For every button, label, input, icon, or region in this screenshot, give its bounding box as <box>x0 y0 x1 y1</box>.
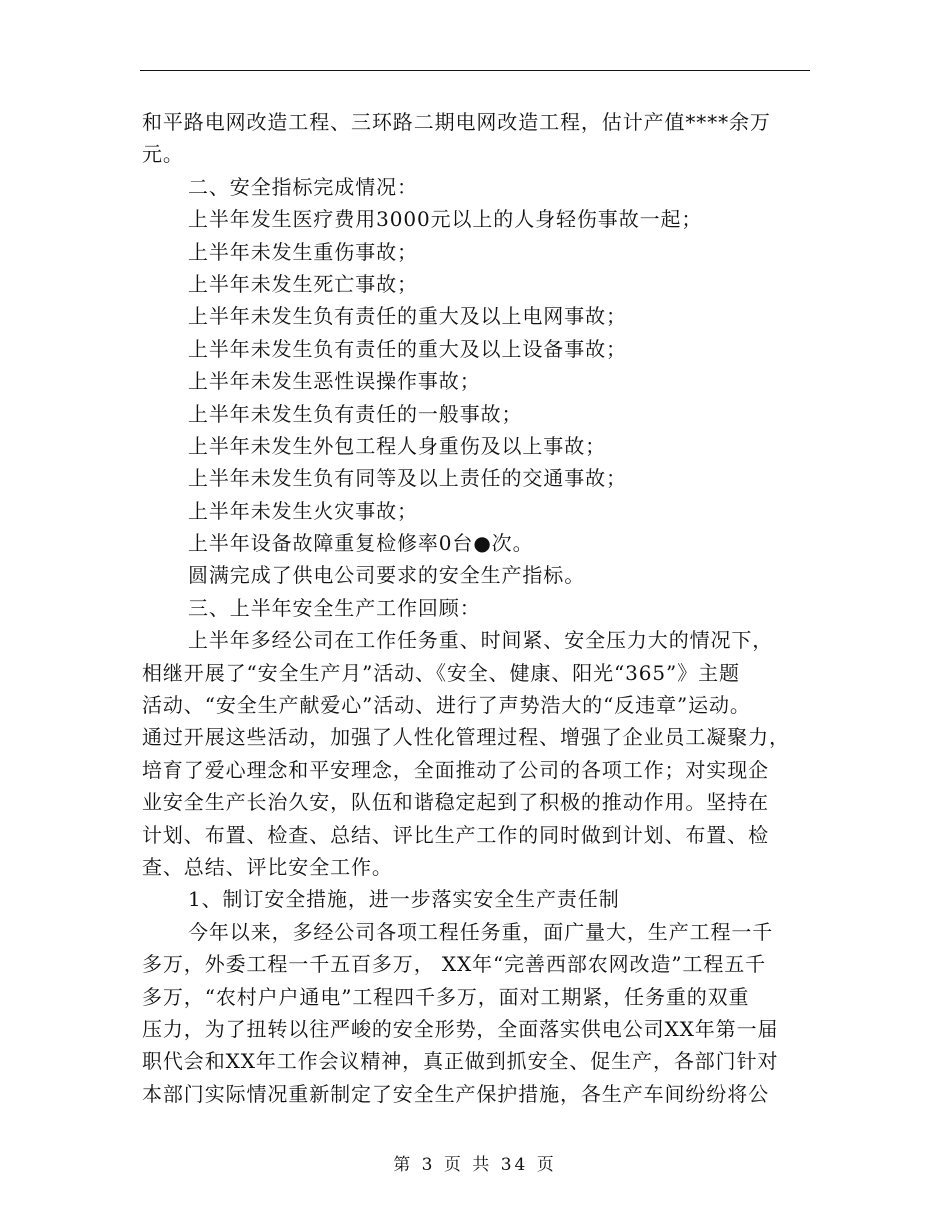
text-line: 本部门实际情况重新制定了安全生产保护措施，各生产车间纷纷将公 <box>142 1081 769 1106</box>
text-line: 今年以来，多经公司各项工程任务重，面广量大，生产工程一千 <box>188 919 774 944</box>
text-line: 1、制订安全措施，进一步落实安全生产责任制 <box>188 887 620 912</box>
text-line: 上半年发生医疗费用3000元以上的人身轻伤事故一起； <box>188 207 703 232</box>
text-line: 上半年未发生负有责任的重大及以上电网事故； <box>188 304 627 329</box>
text-line: 圆满完成了供电公司要求的安全生产指标。 <box>188 563 586 588</box>
text-line: 多万，外委工程一千五百多万， XX年“完善西部农网改造”工程五千 <box>142 952 767 977</box>
text-line: 上半年多经公司在工作任务重、时间紧、安全压力大的情况下， <box>188 628 774 653</box>
text-line: 通过开展这些活动，加强了人性化管理过程、增强了企业员工凝聚力， <box>142 725 790 750</box>
text-line: 上半年未发生负有同等及以上责任的交通事故； <box>188 466 627 491</box>
text-line: 三、上半年安全生产工作回顾： <box>188 595 481 620</box>
text-line: 职代会和XX年工作会议精神，真正做到抓安全、促生产，各部门针对 <box>142 1049 779 1074</box>
text-line: 上半年未发生火灾事故； <box>188 498 418 523</box>
text-line: 查、总结、评比安全工作。 <box>142 854 393 879</box>
text-line: 上半年未发生死亡事故； <box>188 271 418 296</box>
text-line: 元。 <box>142 142 184 167</box>
text-line: 业安全生产长治久安，队伍和谐稳定起到了积极的推动作用。坚持在 <box>142 790 769 815</box>
document-body <box>142 106 814 1110</box>
header-rule <box>140 70 810 71</box>
text-line: 相继开展了“安全生产月”活动、《安全、健康、阳光“365”》主题 <box>142 660 740 685</box>
text-line: 培育了爱心理念和平安理念，全面推动了公司的各项工作；对实现企 <box>142 757 769 782</box>
page-footer: 第 3 页 共 34 页 <box>393 1155 557 1175</box>
text-line: 上半年未发生恶性误操作事故； <box>188 369 481 394</box>
text-line: 上半年未发生负有责任的重大及以上设备事故； <box>188 336 627 361</box>
text-line: 上半年未发生负有责任的一般事故； <box>188 401 523 426</box>
text-line: 计划、布置、检查、总结、评比生产工作的同时做到计划、布置、检 <box>142 822 769 847</box>
text-line: 多万，“农村户户通电”工程四千多万，面对工期紧，任务重的双重 <box>142 984 750 1009</box>
text-line: 上半年设备故障重复检修率0台●次。 <box>188 531 534 556</box>
text-line: 和平路电网改造工程、三环路二期电网改造工程，估计产值****余万 <box>142 110 771 134</box>
text-line: 活动、“安全生产献爱心”活动、进行了声势浩大的“反违章”运动。 <box>142 693 751 718</box>
text-line: 压力，为了扭转以往严峻的安全形势，全面落实供电公司XX年第一届 <box>142 1016 779 1041</box>
text-line: 二、安全指标完成情况： <box>188 174 418 199</box>
text-line: 上半年未发生重伤事故； <box>188 239 418 264</box>
text-line: 上半年未发生外包工程人身重伤及以上事故； <box>188 433 606 458</box>
